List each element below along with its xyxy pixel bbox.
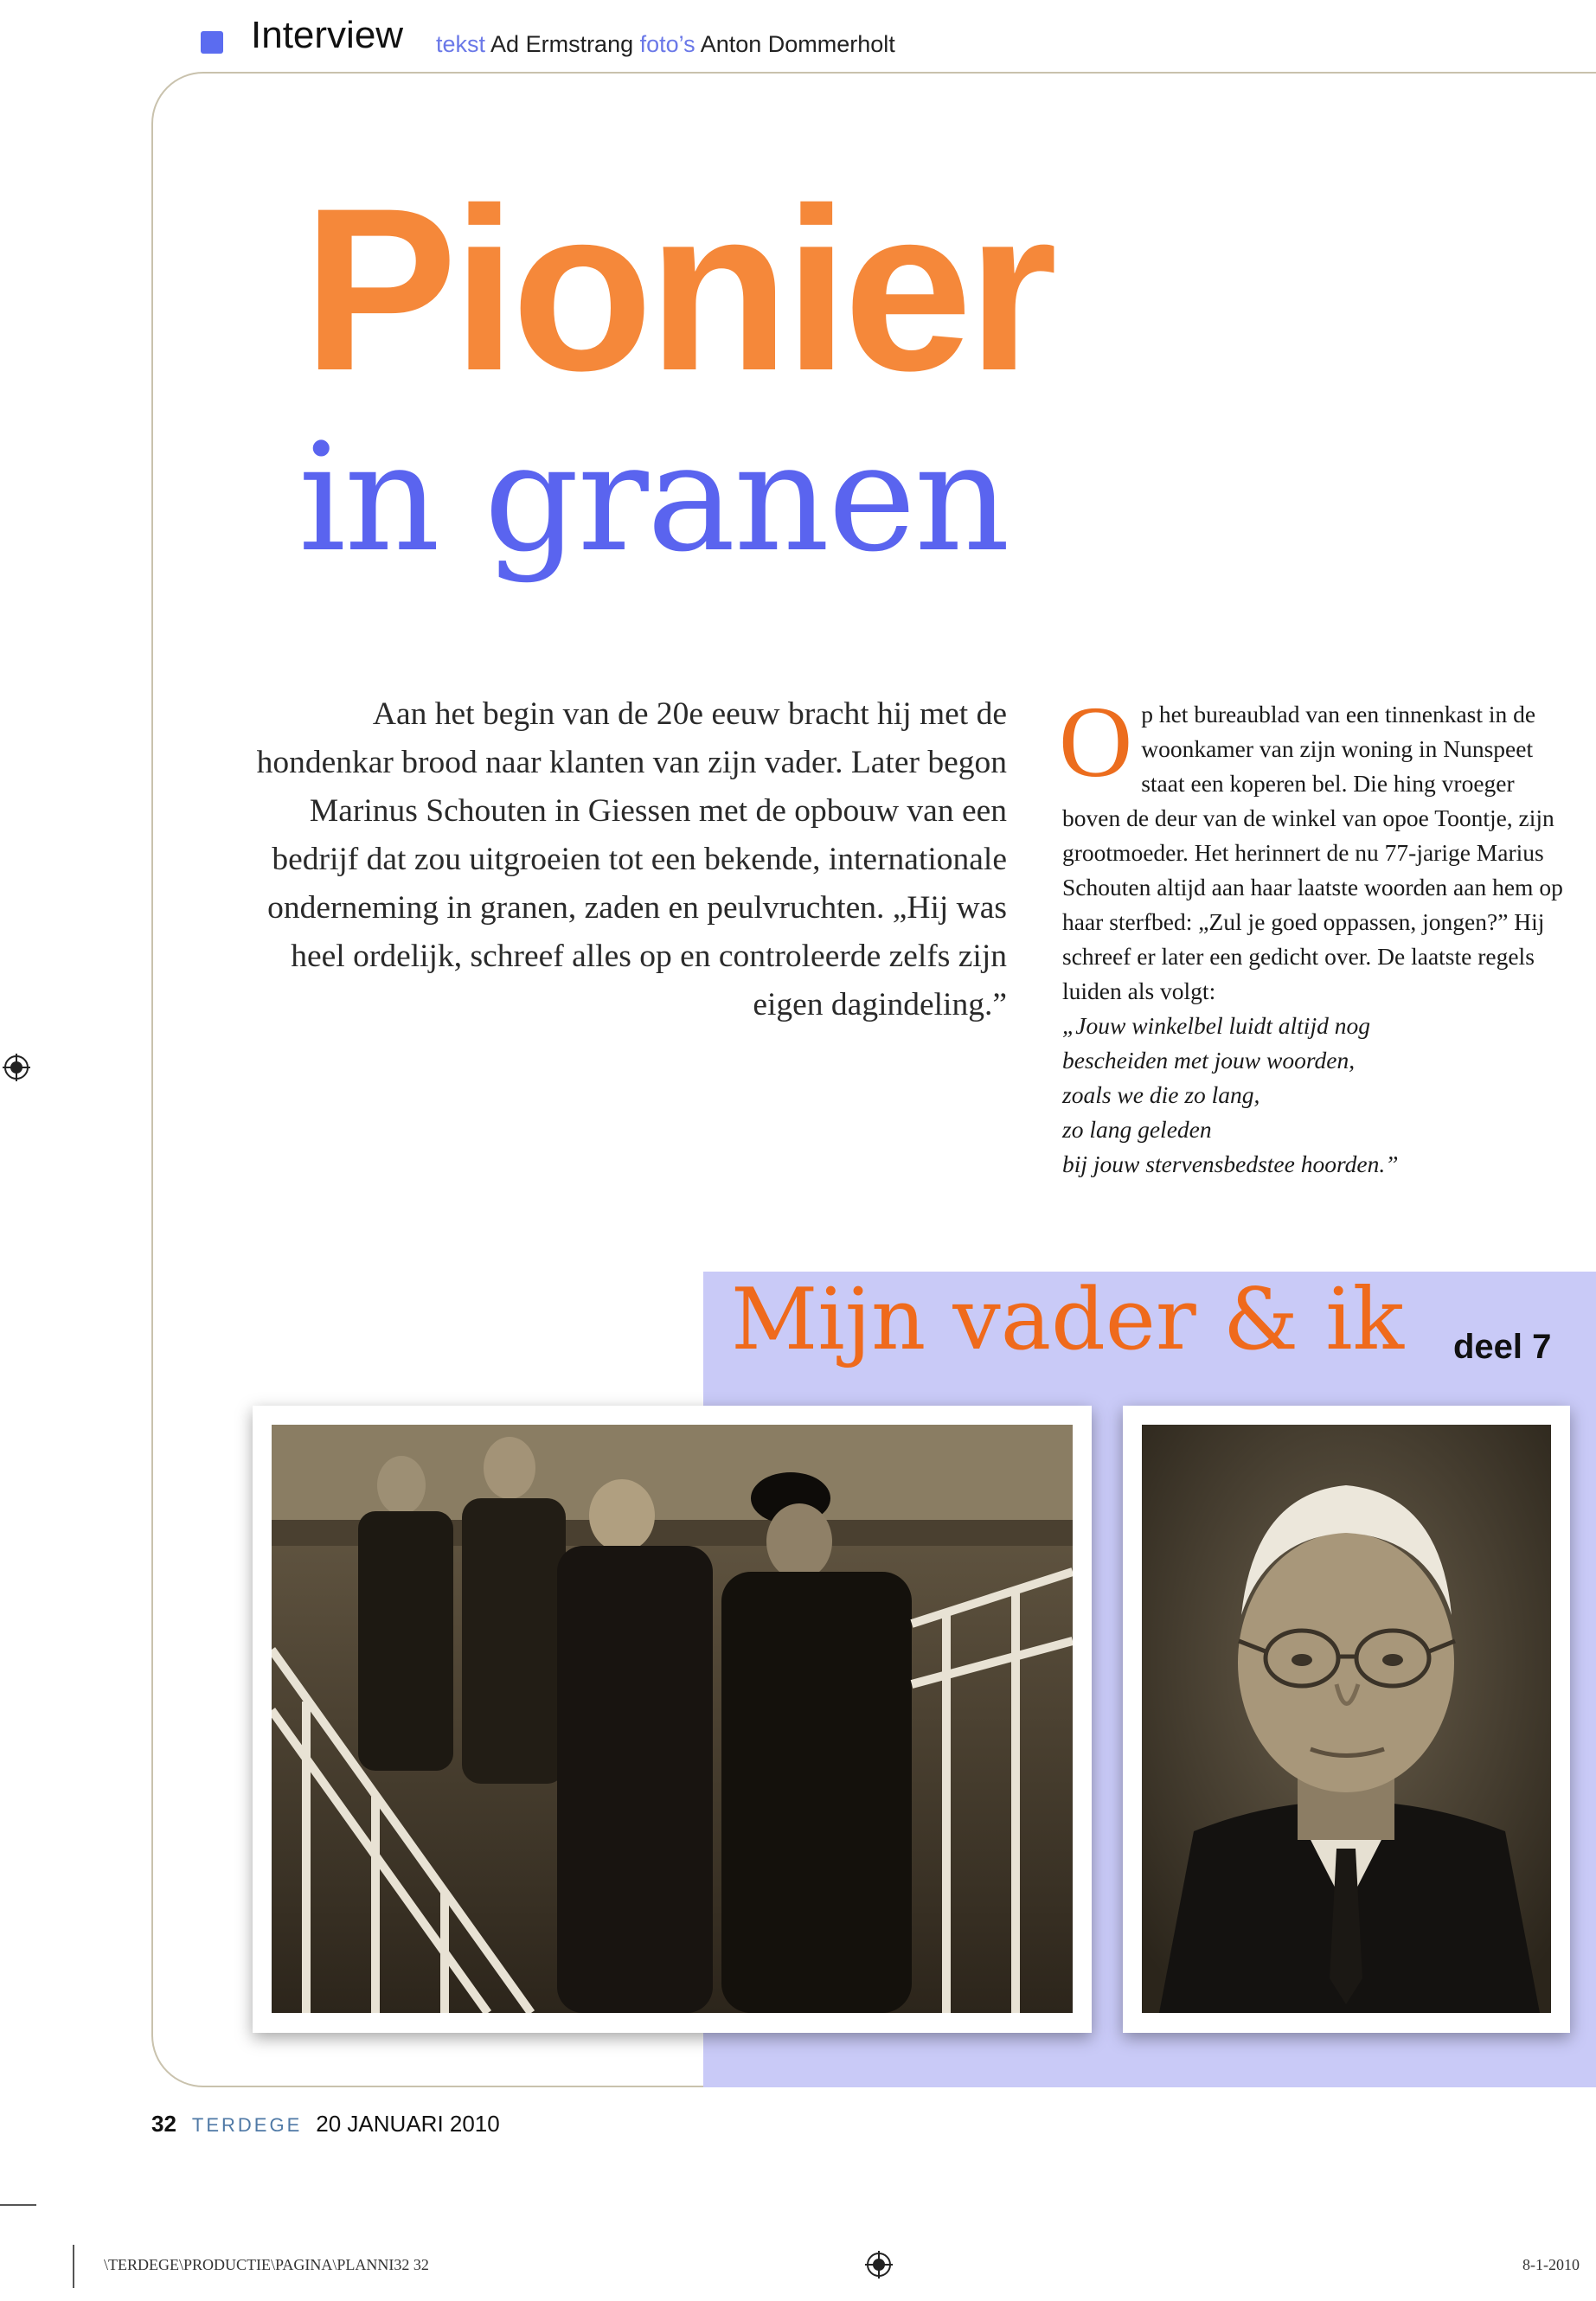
photo-credit-author: Anton Dommerholt	[700, 31, 895, 57]
trim-mark-bottom	[73, 2245, 74, 2288]
poem	[1062, 1009, 1568, 1182]
section-label: Interview	[251, 14, 404, 56]
text-credit-label: tekst	[436, 31, 486, 57]
production-slug: \TERDEGE\PRODUCTIE\PAGINA\PLANNI32 32	[104, 2256, 429, 2273]
magazine-name: TERDEGE	[191, 2114, 303, 2136]
photo-men-on-gangway	[272, 1425, 1073, 2013]
series-title: Mijn vader & ik	[731, 1271, 1404, 1369]
poem-line: zo lang geleden	[1062, 1116, 1212, 1143]
intro-paragraph: Aan het begin van de 20e eeuw bracht hij met de hondenkar brood naar klanten van zijn vader. Later begon Marinus Schouten in Giessen met de opbouw van een bedrijf dat zou uitgroeien tot een bekende, internationale onderneming in granen, zaden en peulvruchten. „Hij was heel ordelijk, schreef alles op en controleerde zelfs zijn eigen dagindeling.”	[256, 696, 1007, 1022]
photo-left	[253, 1406, 1092, 2033]
photo-credit-label: foto’s	[639, 31, 695, 57]
folio	[151, 2111, 500, 2138]
trim-mark-left	[0, 2204, 36, 2206]
issue-date: 20 JANUARI 2010	[316, 2111, 500, 2137]
photo-portrait	[1142, 1425, 1551, 2013]
headline: Pionier	[303, 159, 1053, 419]
photo-portrait-image	[1142, 1425, 1551, 2013]
credits	[436, 31, 895, 58]
page-number: 32	[151, 2111, 176, 2137]
body-text: p het bureaublad van een tinnenkast in de woonkamer van zijn woning in Nunspeet staat een koperen bel. Die hing vroeger boven de deur van de winkel van opoe Toontje, zijn grootmoeder. Het herinnert de nu 77-jarige Marius Schouten altijd aan haar laatste woorden aan hem op haar sterfbed: „Zul je goed oppassen, jongen?” Hij schreef er later een gedicht over. De laatste regels luiden als volgt:	[1062, 701, 1563, 1004]
photo-right	[1123, 1406, 1570, 2033]
poem-line: bescheiden met jouw woorden,	[1062, 1047, 1356, 1074]
section-marker-icon	[201, 31, 223, 54]
registration-mark-icon	[3, 1054, 30, 1081]
poem-line: zoals we die zo lang,	[1062, 1081, 1260, 1108]
poem-line: „Jouw winkelbel luidt altijd nog	[1062, 1012, 1370, 1039]
text-credit-author: Ad Ermstrang	[490, 31, 634, 57]
headline-sub: in granen	[298, 411, 1009, 585]
series-part: deel 7	[1453, 1328, 1552, 1366]
drop-cap: O	[1059, 685, 1133, 798]
registration-mark-icon	[865, 2251, 893, 2279]
photo-men-on-gangway-image	[272, 1425, 1073, 2013]
production-date: 8-1-2010	[1522, 2256, 1580, 2273]
body-column	[1059, 685, 1568, 1182]
poem-line: bij jouw stervensbedstee hoorden.”	[1062, 1150, 1399, 1177]
